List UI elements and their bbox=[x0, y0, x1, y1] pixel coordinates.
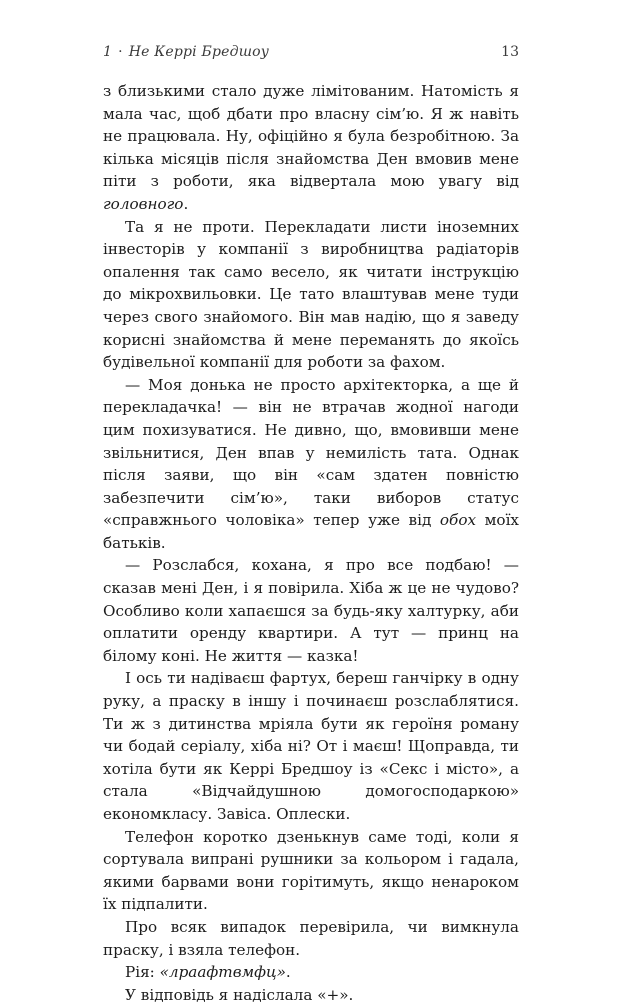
italic-text: «лраафтвмфц» bbox=[159, 963, 286, 982]
paragraph bbox=[103, 984, 519, 1006]
paragraph-text: У відповідь я надіслала «+». bbox=[125, 985, 354, 1004]
running-header bbox=[103, 44, 519, 60]
paragraph bbox=[103, 216, 519, 374]
paragraph-text: Рія: bbox=[125, 963, 160, 982]
italic-text: головного bbox=[103, 194, 184, 213]
paragraph-text: Телефон коротко дзенькнув саме тоді, коли я сортувала випрані рушники за кольором і гадала, якими барвами вони горітимуть, якщо ненароком їх підпалити. bbox=[103, 827, 519, 914]
paragraph-text: — Моя донька не просто архітекторка, а ще й перекладачка! — він не втрачав жодної нагоди цим похизуватися. Не дивно, що, вмовивши мене звільнитися, Ден впав у немилість тата. Однак після заяви, що він «сам здатен повністю забезпечити сім’ю», таки виборов статус «справжнього чоловіка» тепер уже від bbox=[103, 375, 519, 530]
paragraph-text: — Розслабся, кохана, я про все подбаю! — сказав мені Ден, і я повірила. Хіба ж це не чудово? Особливо коли хапаєшся за будь-яку халтурку, аби оплатити оренду квартири. А тут — принц на білому коні. Не життя — казка! bbox=[103, 556, 519, 665]
paragraph bbox=[103, 961, 519, 984]
paragraph-text: І ось ти надіваєш фартух, береш ганчірку в одну руку, а праску в іншу і починаєш розслаблятися. Ти ж з дитинства мріяла бути як героїня роману чи бодай серіалу, хіба ні? От і маєш! Щоправда, ти хотіла бути як Керрі Бредшоу із «Секс і місто», а стала «Відчайдушною домогосподаркою» економкласу. Завіса. Оплески. bbox=[103, 669, 519, 823]
paragraph bbox=[103, 826, 519, 916]
paragraph bbox=[103, 554, 519, 667]
paragraph-text: моїх батьків. bbox=[103, 511, 519, 552]
paragraph bbox=[103, 80, 519, 216]
paragraph-text: . bbox=[285, 963, 291, 982]
paragraph-text: з близькими стало дуже лімітованим. Натомість я мала час, щоб дбати про власну сім’ю. Я ж навіть не працювала. Ну, офіційно я була безробітною. За кілька місяців після знайомства Ден вмовив мене піти з роботи, яка відвертала мою увагу від bbox=[103, 82, 519, 191]
page-number: 13 bbox=[501, 44, 519, 60]
paragraph bbox=[103, 374, 519, 555]
header-separator: · bbox=[118, 44, 123, 60]
chapter-title: Не Керрі Бредшоу bbox=[128, 44, 270, 60]
paragraph-text: Про всяк випадок перевірила, чи вимкнула праску, і взяла телефон. bbox=[103, 917, 519, 959]
running-title bbox=[103, 44, 269, 60]
chapter-number: 1 bbox=[103, 44, 113, 60]
italic-text: обох bbox=[439, 511, 477, 530]
body-text bbox=[103, 80, 519, 1006]
paragraph-text: Та я не проти. Перекладати листи іноземних інвесторів у компанії з виробництва радіаторів опалення так само весело, як читати інструкцію до мікрохвильовки. Це тато влаштував мене туди через свого знайомого. Він мав надію, що я заведу корисні знайомства й мене переманять до якоїсь будівельної компанії для роботи за фахом. bbox=[103, 217, 519, 372]
paragraph-text: . bbox=[183, 194, 189, 213]
paragraph bbox=[103, 667, 519, 825]
paragraph bbox=[103, 916, 519, 961]
